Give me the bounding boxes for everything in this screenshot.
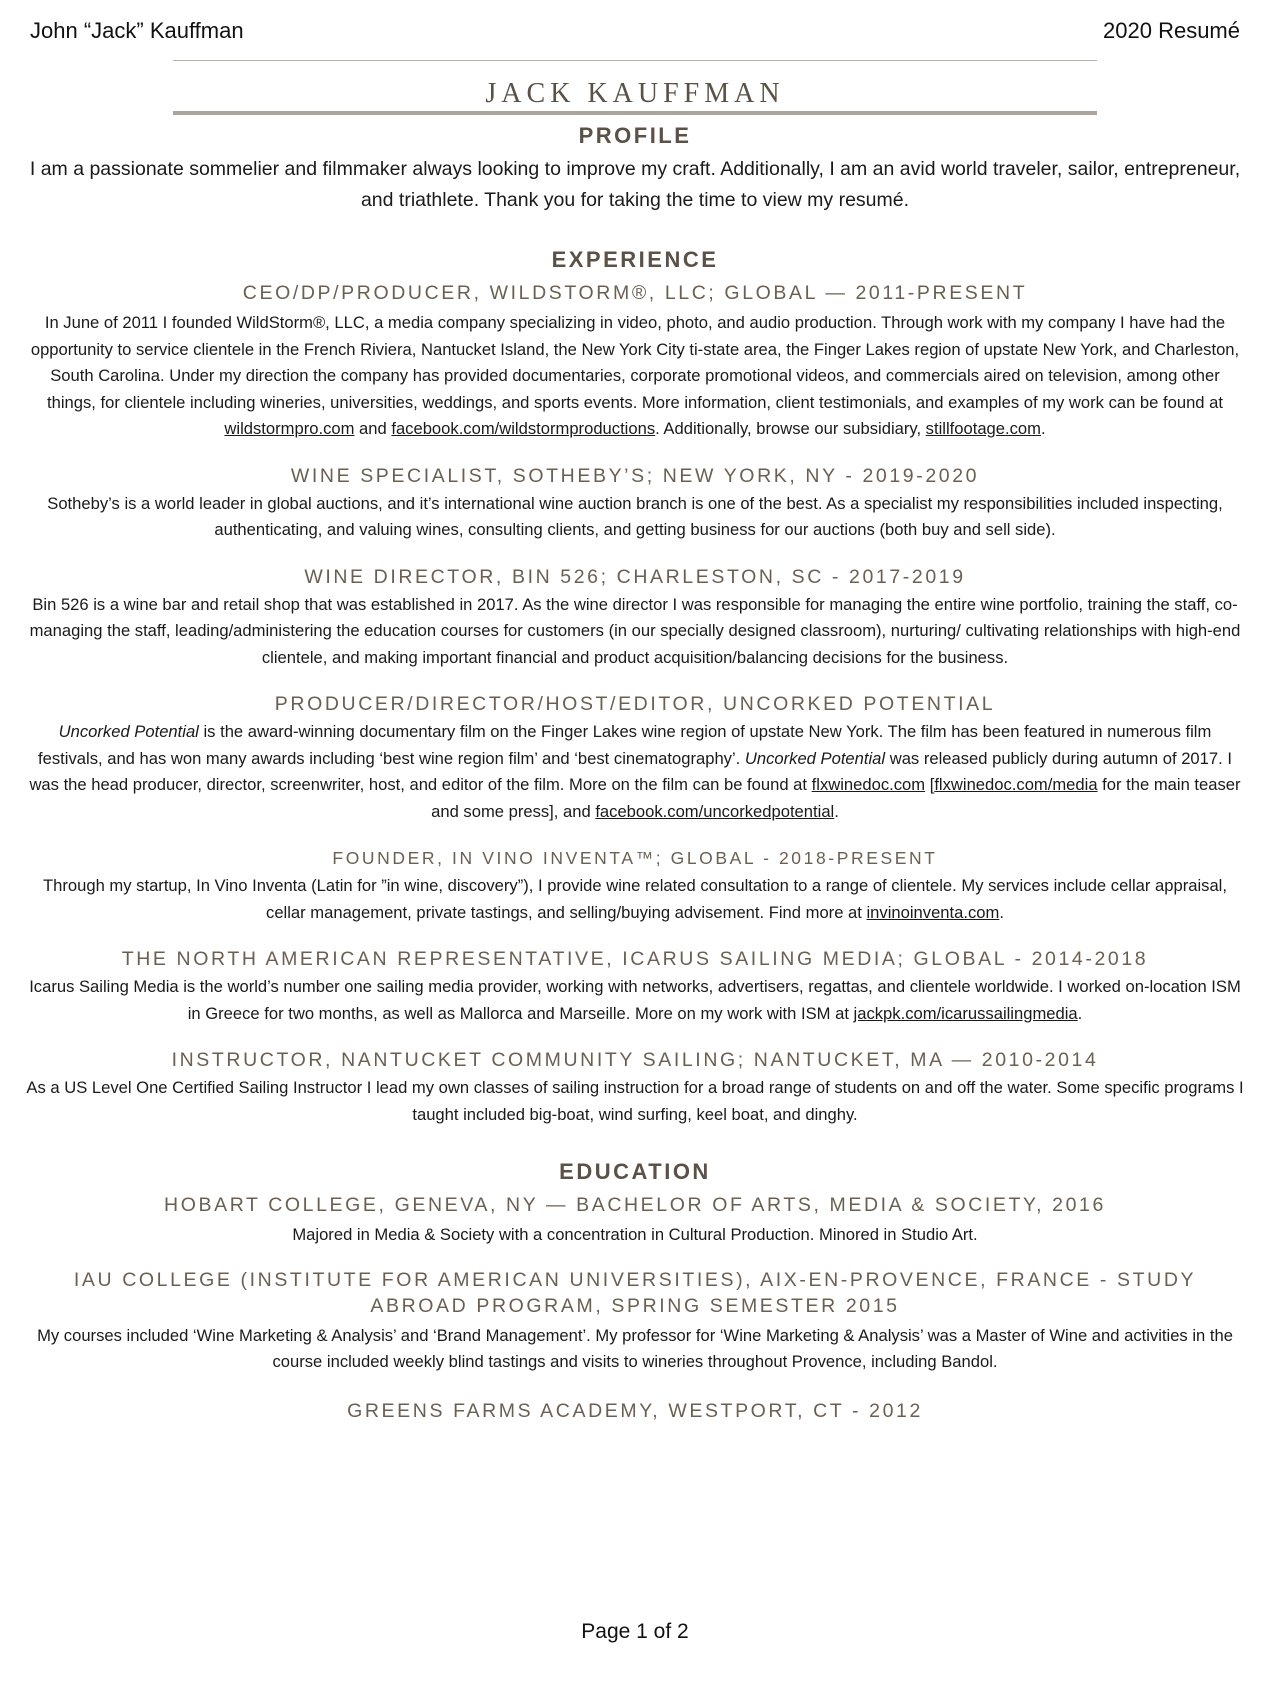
edu-title-greens: GREENS FARMS ACADEMY, WESTPORT, CT - 2012: [347, 1399, 923, 1422]
text: .: [834, 801, 839, 821]
job-desc-invino: [26, 873, 1244, 926]
job-desc-uncorked: [26, 719, 1244, 825]
text: Through my startup, In Vino Inventa (Latin for ”in wine, discovery”), I provide wine related consultation to a range of clientele. My services include cellar appraisal, cellar management, private tastings, and selling/buying advisement. Find more at: [43, 876, 1227, 922]
job-title-nantucket: INSTRUCTOR, NANTUCKET COMMUNITY SAILING; NANTUCKET, MA — 2010-2014: [171, 1049, 1099, 1071]
job-desc-icarus: [26, 974, 1244, 1027]
job-title-sothebys: WINE SPECIALIST, SOTHEBY’S; NEW YORK, NY - 2019-2020: [290, 464, 980, 487]
job-title-icarus: THE NORTH AMERICAN REPRESENTATIVE, ICARUS SAILING MEDIA; GLOBAL - 2014-2018: [121, 948, 1149, 970]
film-title: Uncorked Potential: [58, 722, 199, 741]
film-title: Uncorked Potential: [744, 748, 886, 768]
text: Icarus Sailing Media is the world’s number one sailing media provider, working with networks, advertisers, regattas, and clientele worldwide. I worked on-location ISM in Greece for two months, as well as Mallorca and Marseille. More on my work with ISM at: [29, 977, 1241, 1023]
job-title-uncorked: PRODUCER/DIRECTOR/HOST/EDITOR, UNCORKED POTENTIAL: [274, 693, 996, 715]
link-facebook-uncorked[interactable]: facebook.com/uncorkedpotential: [595, 801, 835, 821]
job-title-bin526: WINE DIRECTOR, BIN 526; CHARLESTON, SC - 2017-2019: [304, 565, 966, 588]
link-invinoinventa[interactable]: invinoinventa.com: [866, 902, 1000, 922]
header-author: John “Jack” Kauffman: [30, 18, 244, 43]
text: is the award-winning documentary film on the Finger Lakes wine region of upstate New York. The film has been featured in numerous film festivals, and has won many awards including ‘best wine region film’ and ‘best cinematography’.: [38, 722, 1212, 768]
edu-desc-iau: My courses included ‘Wine Marketing & Analysis’ and ‘Brand Management’. My professor for ‘Wine Marketing & Analysis’ was a Master of Wine and activities in the course included weekly blind tastings and visits to wineries throughout Provence, including Bandol.: [37, 1325, 1233, 1371]
profile-text: I am a passionate sommelier and filmmaker always looking to improve my craft. Additionally, I am an avid world traveler, sailor, entrepreneur, and triathlete. Thank you for taking the time to view my resumé.: [29, 158, 1241, 211]
job-title-wildstorm: CEO/DP/PRODUCER, WILDSTORM®, LLC; GLOBAL — 2011-PRESENT: [242, 282, 1028, 304]
text: . Additionally, browse our subsidiary,: [655, 419, 926, 438]
job-title-invino: FOUNDER, IN VINO INVENTA™; GLOBAL - 2018-PRESENT: [332, 848, 938, 868]
link-stillfootage[interactable]: stillfootage.com: [925, 419, 1041, 438]
text: [: [925, 775, 935, 794]
link-wildstormpro[interactable]: wildstormpro.com: [224, 419, 355, 438]
resume-name: JACK KAUFFMAN: [485, 78, 785, 109]
link-icarus[interactable]: jackpk.com/icarussailingmedia: [853, 1003, 1078, 1023]
link-facebook-wildstorm[interactable]: facebook.com/wildstormproductions: [391, 419, 656, 438]
text: and: [354, 419, 392, 438]
text: .: [999, 902, 1004, 922]
name-divider: [173, 111, 1097, 115]
header-doc-title: 2020 Resumé: [1103, 18, 1240, 43]
job-desc-bin526: Bin 526 is a wine bar and retail shop that was established in 2017. As the wine director I was responsible for managing the entire wine portfolio, training the staff, co-managing the staff, leading/administering the education courses for customers (in our specially designed classroom), nurturing/ cultivating relationships with high-end clientele, and making important financial and product acquisition/balancing decisions for the business.: [29, 594, 1241, 667]
profile-heading: PROFILE: [578, 123, 692, 148]
experience-heading: EXPERIENCE: [551, 247, 719, 272]
job-desc-sothebys: Sotheby’s is a world leader in global auctions, and it’s international wine auction branch is one of the best. As a specialist my responsibilities included inspecting, authenticating, and valuing wines, consulting clients, and getting business for our auctions (both buy and sell side).: [47, 493, 1223, 539]
page-number: Page 1 of 2: [581, 1620, 689, 1643]
header-divider: [173, 60, 1097, 61]
resume-body: [26, 122, 1244, 1424]
link-flxwinedoc-media[interactable]: flxwinedoc.com/media: [934, 775, 1098, 794]
link-flxwinedoc[interactable]: flxwinedoc.com: [811, 775, 926, 794]
job-desc-wildstorm: [26, 310, 1244, 443]
text: was released publicly during autumn of 2017. I was the head producer, director, screenwriter, host, and editor of the film. More on the film can be found at: [29, 748, 1232, 794]
edu-desc-hobart: Majored in Media & Society with a concentration in Cultural Production. Minored in Studio Art.: [292, 1225, 978, 1244]
text: In June of 2011 I founded WildStorm®, LLC, a media company specializing in video, photo, and audio production. Through work with my company I have had the opportunity to service clientele in the French Riviera, Nantucket Island, the New York City ti-state area, the Finger Lakes region of upstate New York, and Charleston, South Carolina. Under my direction the company has provided documentaries, corporate promotional videos, and commercials aired on television, among other things, for clientele including wineries, universities, weddings, and sports events. More information, client testimonials, and examples of my work can be found at: [30, 313, 1240, 412]
edu-title-iau: IAU COLLEGE (INSTITUTE FOR AMERICAN UNIVERSITIES), AIX-EN-PROVENCE, FRANCE - STUDY ABROAD PROGRAM, SPRING SEMESTER 2015: [73, 1268, 1197, 1317]
job-desc-nantucket: As a US Level One Certified Sailing Instructor I lead my own classes of sailing instruction for a broad range of students on and off the water. Some specific programs I taught included big-boat, wind surfing, keel boat, and dinghy.: [26, 1078, 1244, 1124]
education-heading: EDUCATION: [559, 1159, 711, 1184]
edu-title-hobart: HOBART COLLEGE, GENEVA, NY — BACHELOR OF ARTS, MEDIA & SOCIETY, 2016: [164, 1194, 1106, 1216]
text: .: [1040, 419, 1046, 438]
text: .: [1077, 1003, 1083, 1023]
text: for the main teaser and some press], and: [431, 775, 1241, 821]
